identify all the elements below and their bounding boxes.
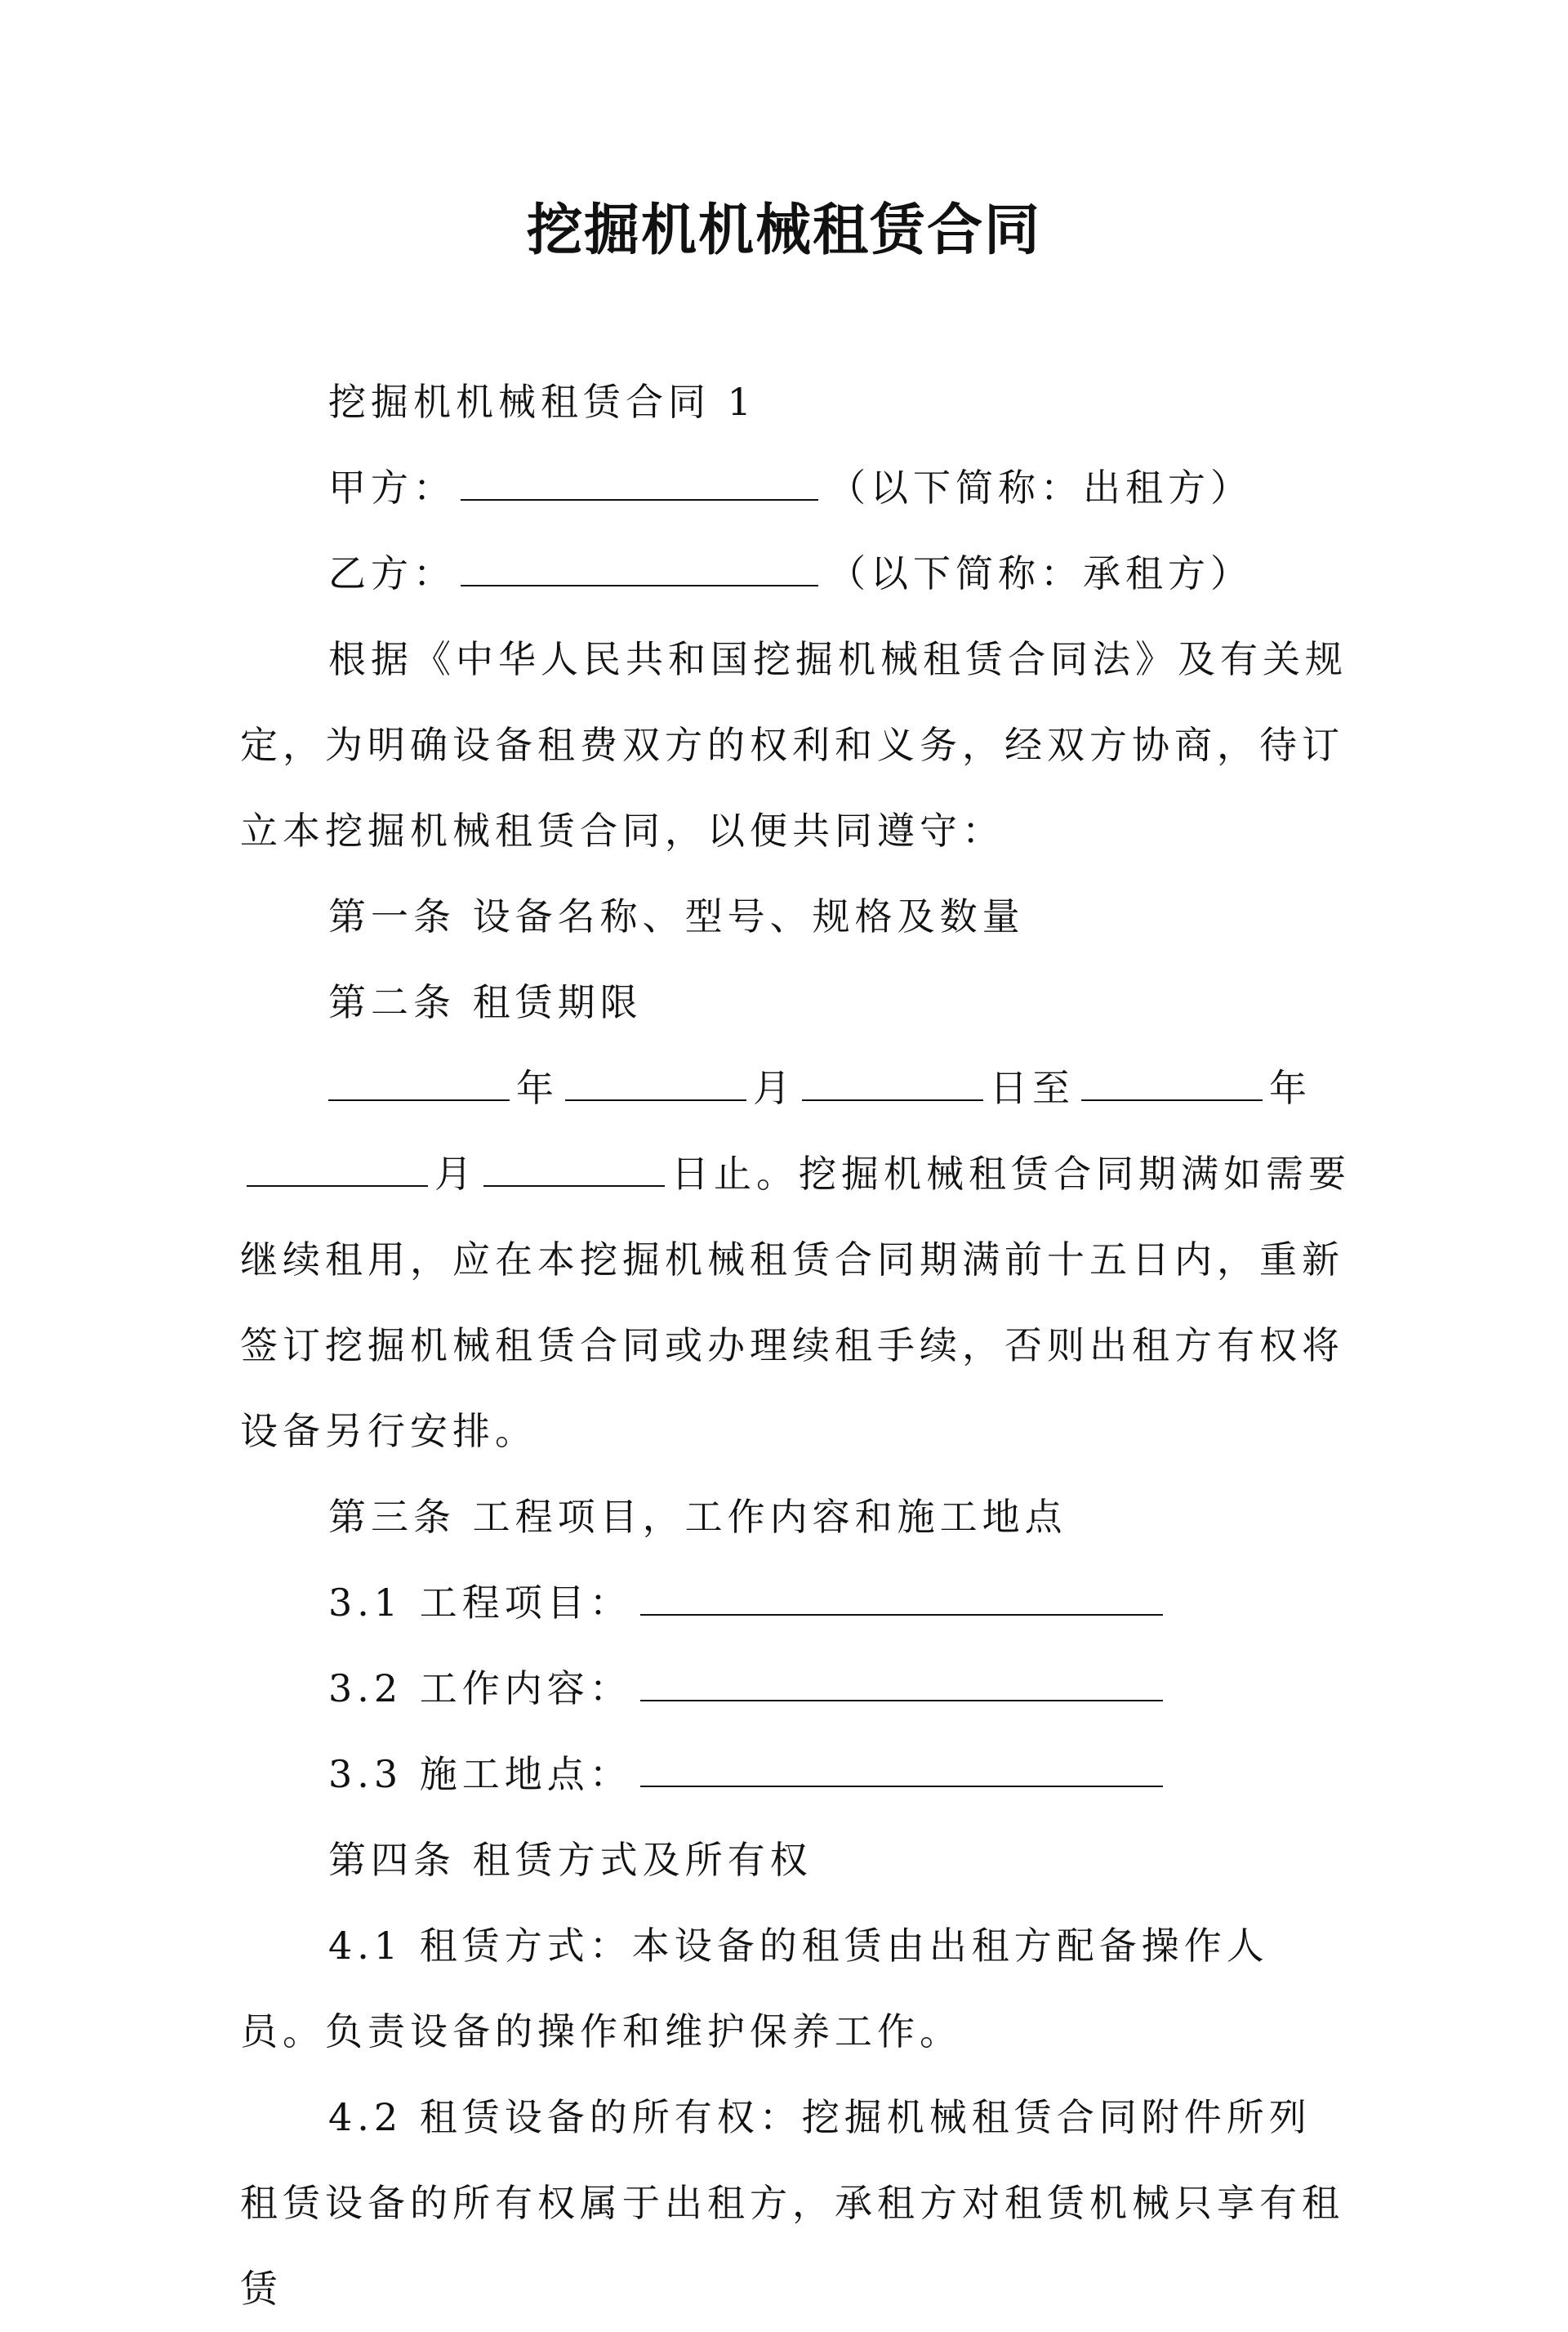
party-b-label: 乙方：	[328, 551, 456, 595]
project-blank	[640, 1575, 1163, 1616]
start-year-label: 年	[516, 1066, 559, 1110]
end-year-label: 年	[1269, 1066, 1312, 1110]
start-month-blank	[565, 1060, 746, 1101]
document-subtitle: 挖掘机机械租赁合同 1	[328, 380, 756, 424]
party-a-blank	[461, 460, 818, 501]
item-4-1-paragraph: 4.1 租赁方式：本设备的租赁由出租方配备操作人员。负责设备的操作和维护保养工作。	[240, 1924, 1269, 2053]
party-a-label: 甲方：	[328, 466, 456, 510]
intro-paragraph: 根据《中华人民共和国挖掘机械租赁合同法》及有关规定，为明确设备租费双方的权利和义务，经双方协商，待订立本挖掘机械租赁合同，以便共同遵守：	[240, 637, 1348, 853]
start-day-blank	[802, 1060, 983, 1101]
document-title: 挖掘机机械租赁合同	[526, 198, 1041, 263]
item-3-1-label: 3.1 工程项目：	[328, 1581, 632, 1625]
item-3-2-label: 3.2 工作内容：	[328, 1666, 632, 1710]
article-1-heading: 第一条 设备名称、型号、规格及数量	[328, 894, 1025, 939]
end-month-blank	[247, 1146, 428, 1187]
lease-period-text: 日止。挖掘机械租赁合同期满如需要继续租用，应在本挖掘机械租赁合同期满前十五日内，重新签订挖掘机械租赁合同或办理续租手续，否则出租方有权将设备另行安排。	[240, 1152, 1351, 1453]
party-b-note: （以下简称：承租方）	[828, 551, 1253, 595]
article-4-heading: 第四条 租赁方式及所有权	[328, 1838, 813, 1882]
item-3-3-label: 3.3 施工地点：	[328, 1752, 632, 1796]
party-b-line	[240, 531, 1351, 617]
lease-period-paragraph	[240, 1046, 1351, 1474]
party-a-line	[240, 445, 1351, 531]
party-b-blank	[461, 546, 818, 586]
article-3-heading: 第三条 工程项目，工作内容和施工地点	[328, 1495, 1067, 1539]
start-year-blank	[328, 1060, 510, 1101]
start-month-label: 月	[753, 1066, 795, 1110]
end-month-label: 月	[434, 1152, 477, 1196]
work-content-blank	[640, 1661, 1163, 1701]
item-4-2-paragraph: 4.2 租赁设备的所有权：挖掘机械租赁合同附件所列租赁设备的所有权属于出租方，承租方对租赁机械只享有租赁	[240, 2095, 1344, 2311]
document-body	[240, 359, 1351, 2332]
article-2-heading: 第二条 租赁期限	[328, 980, 643, 1024]
day-to-label: 日至	[990, 1066, 1075, 1110]
party-a-note: （以下简称：出租方）	[828, 466, 1253, 510]
end-year-blank	[1081, 1060, 1263, 1101]
item-3-2-line	[240, 1646, 1351, 1732]
item-3-3-line	[240, 1732, 1351, 1817]
site-location-blank	[640, 1746, 1163, 1787]
end-day-blank	[483, 1146, 665, 1187]
item-3-1-line	[240, 1560, 1351, 1646]
